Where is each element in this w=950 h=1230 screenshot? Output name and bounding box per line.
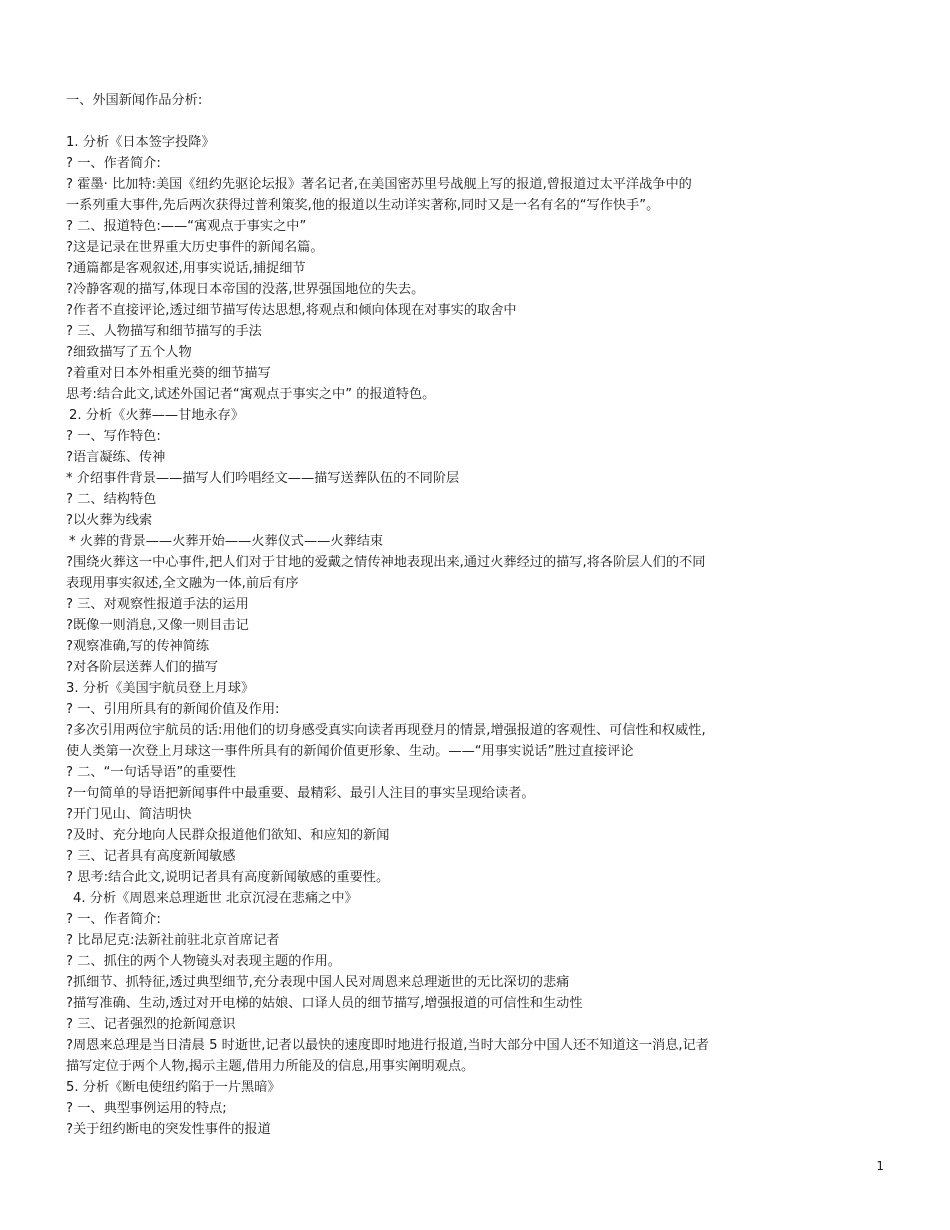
text-line: ?及时、充分地向人民群众报道他们欲知、和应知的新闻 <box>66 828 390 843</box>
text-line: ?以火葬为线索 <box>66 513 153 528</box>
text-line: ?周恩来总理是当日清晨 5 时逝世,记者以最快的速度即时地进行报道,当时大部分中国人还不知道这一消息,记者 <box>66 1038 709 1053</box>
text-line: ?开门见山、简洁明快 <box>66 807 192 822</box>
text-line: ? 二、报道特色:——“寓观点于事实之中” <box>66 219 307 234</box>
text-line: ? 一、引用所具有的新闻价值及作用: <box>66 702 280 717</box>
text-line: ?一句简单的导语把新闻事件中最重要、最精彩、最引人注目的事实呈现给读者。 <box>66 786 535 801</box>
text-line: 使人类第一次登上月球这一事件所具有的新闻价值更形象、生动。——“用事实说话”胜过直接评论 <box>66 744 634 759</box>
text-line: ? 三、记者具有高度新闻敏感 <box>66 849 236 864</box>
text-line: ?观察准确,写的传神简练 <box>66 639 210 654</box>
text-line: 一系列重大事件,先后两次获得过普利策奖,他的报道以生动详实著称,同时又是一名有名的“写作快手”。 <box>66 198 660 213</box>
page-number: 1 <box>876 1159 884 1173</box>
text-line: ?冷静客观的描写,体现日本帝国的没落,世界强国地位的失去。 <box>66 282 425 297</box>
text-line: ? 一、典型事例运用的特点; <box>66 1101 227 1116</box>
text-line: ?描写准确、生动,透过对开电梯的姑娘、口译人员的细节描写,增强报道的可信性和生动性 <box>66 996 583 1011</box>
text-line: * 介绍事件背景——描写人们吟唱经文——描写送葬队伍的不同阶层 <box>66 471 460 486</box>
blank-line <box>66 111 836 132</box>
text-line: ?通篇都是客观叙述,用事实说话,捕捉细节 <box>66 261 306 276</box>
article-title-5: 5. 分析《断电使纽约陷于一片黑暗》 <box>66 1080 281 1095</box>
text-line: 描写定位于两个人物,揭示主题,借用力所能及的信息,用事实阐明观点。 <box>66 1059 475 1074</box>
text-line: ?作者不直接评论,透过细节描写传达思想,将观点和倾向体现在对事实的取舍中 <box>66 303 517 318</box>
text-line: ? 二、抓住的两个人物镜头对表现主题的作用。 <box>66 954 341 969</box>
text-line: ? 三、记者强烈的抢新闻意识 <box>66 1017 236 1032</box>
text-line: 思考:结合此文,试述外国记者“寓观点于事实之中” 的报道特色。 <box>66 387 436 402</box>
text-line: ? 霍墨· 比加特:美国《纽约先驱论坛报》著名记者,在美国密苏里号战舰上写的报道,曾报道过太平洋战争中的 <box>66 177 692 192</box>
text-line: ?细致描写了五个人物 <box>66 345 192 360</box>
text-line: ? 一、写作特色: <box>66 429 161 444</box>
text-line: ?语言凝练、传神 <box>66 450 166 465</box>
text-line: ? 三、对观察性报道手法的运用 <box>66 597 249 612</box>
text-line: ?着重对日本外相重光葵的细节描写 <box>66 366 271 381</box>
text-line: ? 比昂尼克:法新社前驻北京首席记者 <box>66 933 280 948</box>
text-line: ? 二、结构特色 <box>66 492 157 507</box>
text-line: ?多次引用两位宇航员的话:用他们的切身感受真实向读者再现登月的情景,增强报道的客观性、可信性和权威性, <box>66 723 706 738</box>
text-line: ? 一、作者简介: <box>66 156 161 171</box>
text-line: ?抓细节、抓特征,透过典型细节,充分表现中国人民对周恩来总理逝世的无比深切的悲痛 <box>66 975 570 990</box>
text-line: ? 思考:结合此文,说明记者具有高度新闻敏感的重要性。 <box>66 870 390 885</box>
article-title-2: 2. 分析《火葬——甘地永存》 <box>69 408 245 423</box>
section-heading: 一、外国新闻作品分析: <box>66 93 203 108</box>
text-line: 表现用事实叙述,全文融为一体,前后有序 <box>66 576 299 591</box>
text-line: ?关于纽约断电的突发性事件的报道 <box>66 1122 271 1137</box>
text-line: * 火葬的背景——火葬开始——火葬仪式——火葬结束 <box>69 534 384 549</box>
article-title-1: 1. 分析《日本签字投降》 <box>66 135 215 150</box>
article-title-3: 3. 分析《美国宇航员登上月球》 <box>66 681 255 696</box>
text-line: ? 二、“一句话导语”的重要性 <box>66 765 236 780</box>
text-line: ?围绕火葬这一中心事件,把人们对于甘地的爱戴之情传神地表现出来,通过火葬经过的描写,将各阶层人们的不同 <box>66 555 706 570</box>
document-body <box>66 90 836 1140</box>
article-title-4: 4. 分析《周恩来总理逝世 北京沉浸在悲痛之中》 <box>73 891 358 906</box>
text-line: ? 一、作者简介: <box>66 912 161 927</box>
text-line: ?对各阶层送葬人们的描写 <box>66 660 219 675</box>
text-line: ? 三、人物描写和细节描写的手法 <box>66 324 262 339</box>
text-line: ?既像一则消息,又像一则目击记 <box>66 618 249 633</box>
text-line: ?这是记录在世界重大历史事件的新闻名篇。 <box>66 240 324 255</box>
